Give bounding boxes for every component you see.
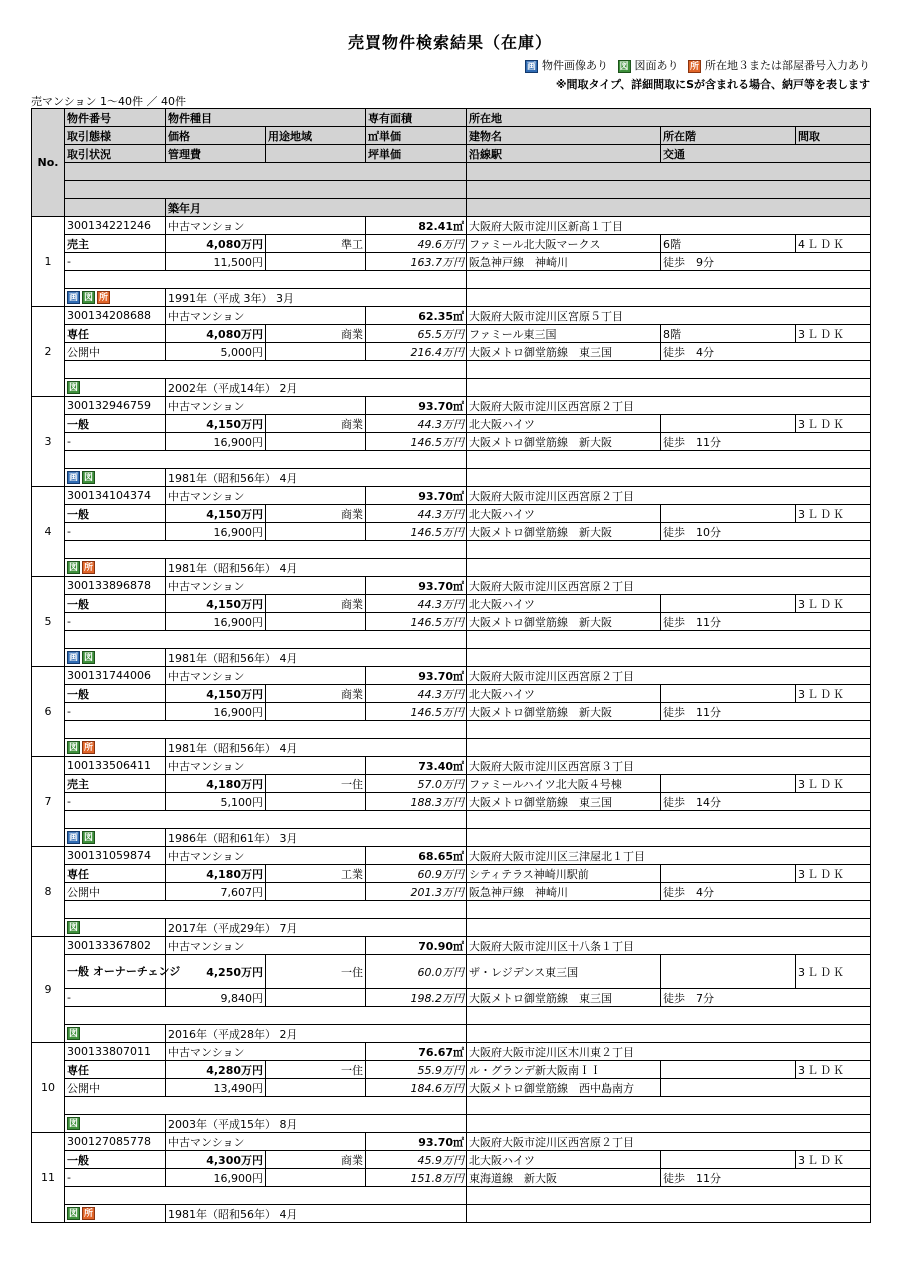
property-type: 中古マンション — [166, 937, 366, 955]
price: 4,150万円 — [166, 415, 266, 433]
deal-type: 専任 — [65, 1061, 166, 1079]
property-id: 100133506411 — [65, 757, 166, 775]
address: 大阪府大阪市淀川区西宮原２丁目 — [467, 397, 871, 415]
property-id: 300133896878 — [65, 577, 166, 595]
tsubo-price: 188.3万円 — [366, 793, 467, 811]
zone: 準工 — [266, 235, 366, 253]
access: 徒歩 11分 — [661, 1169, 871, 1187]
management-fee: 7,607円 — [166, 883, 266, 901]
status: - — [65, 1169, 166, 1187]
floor — [661, 685, 796, 703]
price: 4,300万円 — [166, 1151, 266, 1169]
sqm-price: 65.5万円 — [366, 325, 467, 343]
zone: 商業 — [266, 415, 366, 433]
header-floor: 所在階 — [661, 127, 796, 145]
legend-address-label: 所在地３または部屋番号入力あり — [705, 59, 870, 72]
layout: 3ＬＤＫ — [796, 1151, 871, 1169]
property-type: 中古マンション — [166, 757, 366, 775]
address: 大阪府大阪市淀川区木川東２丁目 — [467, 1043, 871, 1061]
badge-cell — [65, 649, 166, 667]
access: 徒歩 11分 — [661, 433, 871, 451]
deal-type: 一般 — [65, 685, 166, 703]
management-fee: 16,900円 — [166, 703, 266, 721]
plan-badge-icon: 図 — [83, 473, 93, 484]
station: 東海道線 新大阪 — [467, 1169, 661, 1187]
table-row — [32, 1043, 871, 1061]
layout: 3ＬＤＫ — [796, 685, 871, 703]
table-body — [32, 217, 871, 1223]
badge-cell — [65, 1115, 166, 1133]
legend-image-label: 物件画像あり — [542, 59, 608, 72]
zone: 商業 — [266, 595, 366, 613]
management-fee: 16,900円 — [166, 613, 266, 631]
built-date: 2002年（平成14年） 2月 — [166, 379, 467, 397]
property-type: 中古マンション — [166, 397, 366, 415]
row-number: 7 — [32, 757, 65, 847]
sqm-price: 49.6万円 — [366, 235, 467, 253]
station: 大阪メトロ御堂筋線 東三国 — [467, 343, 661, 361]
sqm-price: 44.3万円 — [366, 595, 467, 613]
layout: 3ＬＤＫ — [796, 505, 871, 523]
badge-cell — [65, 739, 166, 757]
sqm-price: 60.9万円 — [366, 865, 467, 883]
management-fee: 11,500円 — [166, 253, 266, 271]
access: 徒歩 10分 — [661, 523, 871, 541]
floor: 8階 — [661, 325, 796, 343]
plan-badge-icon: 図 — [83, 293, 93, 304]
deal-type: 一般 — [65, 1151, 166, 1169]
price: 4,150万円 — [166, 595, 266, 613]
header-station: 沿線駅 — [467, 145, 661, 163]
layout: 3ＬＤＫ — [796, 955, 871, 989]
management-fee: 16,900円 — [166, 1169, 266, 1187]
zone: 商業 — [266, 505, 366, 523]
building-name: ル・グランデ新大阪南ＩＩ — [467, 1061, 661, 1079]
floor — [661, 865, 796, 883]
area: 76.67㎡ — [366, 1043, 467, 1061]
deal-type: 一般 — [65, 505, 166, 523]
area: 93.70㎡ — [366, 397, 467, 415]
price: 4,150万円 — [166, 505, 266, 523]
header-address: 所在地 — [467, 109, 871, 127]
floor — [661, 775, 796, 793]
address-badge-icon: 所 — [83, 563, 93, 574]
area: 70.90㎡ — [366, 937, 467, 955]
status: 公開中 — [65, 343, 166, 361]
management-fee: 5,100円 — [166, 793, 266, 811]
building-name: 北大阪ハイツ — [467, 595, 661, 613]
row-number: 9 — [32, 937, 65, 1043]
built-date: 2017年（平成29年） 7月 — [166, 919, 467, 937]
address-badge-icon: 所 — [98, 293, 108, 304]
tsubo-price: 198.2万円 — [366, 989, 467, 1007]
access: 徒歩 11分 — [661, 703, 871, 721]
zone: 一住 — [266, 955, 366, 989]
zone: 一住 — [266, 1061, 366, 1079]
zone: 一住 — [266, 775, 366, 793]
header-fee: 管理費 — [166, 145, 266, 163]
page-title: 売買物件検索結果（在庫） — [347, 33, 552, 52]
badge-cell — [65, 829, 166, 847]
address-badge-icon: 所 — [689, 61, 699, 72]
property-id: 300133807011 — [65, 1043, 166, 1061]
price: 4,080万円 — [166, 325, 266, 343]
property-type: 中古マンション — [166, 577, 366, 595]
building-name: ファミール東三国 — [467, 325, 661, 343]
price: 4,080万円 — [166, 235, 266, 253]
built-date: 1981年（昭和56年） 4月 — [166, 1205, 467, 1223]
plan-badge-icon: 図 — [68, 1119, 78, 1130]
property-type: 中古マンション — [166, 307, 366, 325]
zone: 商業 — [266, 685, 366, 703]
sqm-price: 57.0万円 — [366, 775, 467, 793]
table-header — [32, 109, 871, 217]
tsubo-price: 216.4万円 — [366, 343, 467, 361]
floor — [661, 505, 796, 523]
station: 阪急神戸線 神崎川 — [467, 883, 661, 901]
station: 大阪メトロ御堂筋線 東三国 — [467, 989, 661, 1007]
property-id: 300134208688 — [65, 307, 166, 325]
price: 4,150万円 — [166, 685, 266, 703]
image-badge-icon: 画 — [68, 473, 78, 484]
row-number: 11 — [32, 1133, 65, 1223]
property-id: 300132946759 — [65, 397, 166, 415]
plan-badge-icon: 図 — [68, 1209, 78, 1220]
plan-badge-icon: 図 — [83, 653, 93, 664]
tsubo-price: 146.5万円 — [366, 523, 467, 541]
building-name: ザ・レジデンス東三国 — [467, 955, 661, 989]
zone: 工業 — [266, 865, 366, 883]
built-date: 2003年（平成15年） 8月 — [166, 1115, 467, 1133]
badge-cell — [65, 559, 166, 577]
property-type: 中古マンション — [166, 487, 366, 505]
header-access: 交通 — [661, 145, 871, 163]
property-type: 中古マンション — [166, 1043, 366, 1061]
badge-cell — [65, 919, 166, 937]
deal-type: 専任 — [65, 325, 166, 343]
area: 93.70㎡ — [366, 667, 467, 685]
table-row — [32, 847, 871, 865]
address: 大阪府大阪市淀川区三津屋北１丁目 — [467, 847, 871, 865]
table-row — [32, 757, 871, 775]
tsubo-price: 146.5万円 — [366, 433, 467, 451]
row-number: 4 — [32, 487, 65, 577]
layout: 4ＬＤＫ — [796, 235, 871, 253]
sqm-price: 55.9万円 — [366, 1061, 467, 1079]
area: 93.70㎡ — [366, 1133, 467, 1151]
layout-note: ※間取タイプ、詳細間取にSが含まれる場合、納戸等を表します — [555, 78, 870, 91]
zone: 商業 — [266, 1151, 366, 1169]
station: 大阪メトロ御堂筋線 新大阪 — [467, 523, 661, 541]
table-row — [32, 487, 871, 505]
status: - — [65, 793, 166, 811]
area: 93.70㎡ — [366, 487, 467, 505]
property-id: 300134221246 — [65, 217, 166, 235]
row-number: 10 — [32, 1043, 65, 1133]
header-property-id: 物件番号 — [65, 109, 166, 127]
building-name: 北大阪ハイツ — [467, 1151, 661, 1169]
header-sqm-price: ㎡単価 — [366, 127, 467, 145]
header-price: 価格 — [166, 127, 266, 145]
sqm-price: 44.3万円 — [366, 415, 467, 433]
image-badge-icon: 画 — [68, 653, 78, 664]
badge-cell — [65, 379, 166, 397]
property-id: 300127085778 — [65, 1133, 166, 1151]
deal-type: 売主 — [65, 235, 166, 253]
area: 82.41㎡ — [366, 217, 467, 235]
built-date: 1981年（昭和56年） 4月 — [166, 469, 467, 487]
address-badge-icon: 所 — [83, 1209, 93, 1220]
built-date: 1981年（昭和56年） 4月 — [166, 739, 467, 757]
status: 公開中 — [65, 1079, 166, 1097]
station: 大阪メトロ御堂筋線 東三国 — [467, 793, 661, 811]
badge-cell — [65, 1205, 166, 1223]
address: 大阪府大阪市淀川区十八条１丁目 — [467, 937, 871, 955]
price: 4,180万円 — [166, 775, 266, 793]
sqm-price: 45.9万円 — [366, 1151, 467, 1169]
tsubo-price: 151.8万円 — [366, 1169, 467, 1187]
station: 大阪メトロ御堂筋線 新大阪 — [467, 433, 661, 451]
legend-plan-label: 図面あり — [634, 59, 679, 72]
header-built: 築年月 — [166, 199, 467, 217]
tsubo-price: 146.5万円 — [366, 613, 467, 631]
header-building: 建物名 — [467, 127, 661, 145]
station: 阪急神戸線 神崎川 — [467, 253, 661, 271]
tsubo-price: 184.6万円 — [366, 1079, 467, 1097]
access: 徒歩 4分 — [661, 883, 871, 901]
property-type: 中古マンション — [166, 1133, 366, 1151]
row-number: 5 — [32, 577, 65, 667]
floor — [661, 1061, 796, 1079]
management-fee: 16,900円 — [166, 523, 266, 541]
management-fee: 16,900円 — [166, 433, 266, 451]
property-type: 中古マンション — [166, 847, 366, 865]
plan-badge-icon: 図 — [68, 743, 78, 754]
property-id: 300133367802 — [65, 937, 166, 955]
header-tsubo-price: 坪単価 — [366, 145, 467, 163]
address: 大阪府大阪市淀川区西宮原２丁目 — [467, 1133, 871, 1151]
image-badge-icon: 画 — [526, 61, 536, 72]
table-row — [32, 397, 871, 415]
floor: 6階 — [661, 235, 796, 253]
built-date: 1981年（昭和56年） 4月 — [166, 649, 467, 667]
deal-type: 一般 — [65, 415, 166, 433]
built-date: 2016年（平成28年） 2月 — [166, 1025, 467, 1043]
sqm-price: 44.3万円 — [366, 685, 467, 703]
floor — [661, 415, 796, 433]
tsubo-price: 163.7万円 — [366, 253, 467, 271]
floor — [661, 955, 796, 989]
tsubo-price: 201.3万円 — [366, 883, 467, 901]
badge-cell — [65, 469, 166, 487]
header-deal-type: 取引態様 — [65, 127, 166, 145]
row-number: 2 — [32, 307, 65, 397]
header-property-type: 物件種目 — [166, 109, 366, 127]
area: 62.35㎡ — [366, 307, 467, 325]
row-number: 8 — [32, 847, 65, 937]
property-id: 300131744006 — [65, 667, 166, 685]
status: - — [65, 253, 166, 271]
layout: 3ＬＤＫ — [796, 1061, 871, 1079]
station: 大阪メトロ御堂筋線 新大阪 — [467, 703, 661, 721]
floor — [661, 595, 796, 613]
status: - — [65, 523, 166, 541]
deal-type: 一般 オーナーチェンジ — [65, 955, 166, 989]
image-badge-icon: 画 — [68, 293, 78, 304]
table-row — [32, 307, 871, 325]
property-id: 300134104374 — [65, 487, 166, 505]
row-number: 6 — [32, 667, 65, 757]
management-fee: 9,840円 — [166, 989, 266, 1007]
tsubo-price: 146.5万円 — [366, 703, 467, 721]
deal-type: 専任 — [65, 865, 166, 883]
zone: 商業 — [266, 325, 366, 343]
status: - — [65, 433, 166, 451]
property-type: 中古マンション — [166, 217, 366, 235]
table-row — [32, 937, 871, 955]
property-id: 300131059874 — [65, 847, 166, 865]
built-date: 1991年（平成 3年） 3月 — [166, 289, 467, 307]
plan-badge-icon: 図 — [68, 383, 78, 394]
plan-badge-icon: 図 — [619, 61, 629, 72]
price: 4,280万円 — [166, 1061, 266, 1079]
header-layout: 間取 — [796, 127, 871, 145]
building-name: 北大阪ハイツ — [467, 505, 661, 523]
layout: 3ＬＤＫ — [796, 415, 871, 433]
table-row — [32, 667, 871, 685]
address: 大阪府大阪市淀川区宮原５丁目 — [467, 307, 871, 325]
plan-badge-icon: 図 — [83, 833, 93, 844]
results-table — [31, 108, 871, 1223]
row-number: 3 — [32, 397, 65, 487]
plan-badge-icon: 図 — [68, 923, 78, 934]
header-status: 取引状況 — [65, 145, 166, 163]
image-badge-icon: 画 — [68, 833, 78, 844]
management-fee: 5,000円 — [166, 343, 266, 361]
floor — [661, 1151, 796, 1169]
result-summary: 売マンション 1〜40件 ／ 40件 — [31, 95, 186, 108]
address: 大阪府大阪市淀川区新高１丁目 — [467, 217, 871, 235]
access: 徒歩 11分 — [661, 613, 871, 631]
badge-cell — [65, 289, 166, 307]
plan-badge-icon: 図 — [68, 563, 78, 574]
header-zone: 用途地域 — [266, 127, 366, 145]
area: 68.65㎡ — [366, 847, 467, 865]
station: 大阪メトロ御堂筋線 西中島南方 — [467, 1079, 661, 1097]
deal-type: 売主 — [65, 775, 166, 793]
table-row — [32, 577, 871, 595]
property-type: 中古マンション — [166, 667, 366, 685]
row-number: 1 — [32, 217, 65, 307]
price: 4,250万円 — [166, 955, 266, 989]
address: 大阪府大阪市淀川区西宮原２丁目 — [467, 667, 871, 685]
station: 大阪メトロ御堂筋線 新大阪 — [467, 613, 661, 631]
address: 大阪府大阪市淀川区西宮原２丁目 — [467, 577, 871, 595]
address: 大阪府大阪市淀川区西宮原２丁目 — [467, 487, 871, 505]
header-no: No. — [32, 109, 65, 217]
status: 公開中 — [65, 883, 166, 901]
area: 93.70㎡ — [366, 577, 467, 595]
table-row — [32, 217, 871, 235]
header-area: 専有面積 — [366, 109, 467, 127]
access: 徒歩 9分 — [661, 253, 871, 271]
access: 徒歩 14分 — [661, 793, 871, 811]
address-badge-icon: 所 — [83, 743, 93, 754]
status: - — [65, 989, 166, 1007]
status: - — [65, 613, 166, 631]
building-name: ファミール北大阪マークス — [467, 235, 661, 253]
building-name: 北大阪ハイツ — [467, 685, 661, 703]
built-date: 1981年（昭和56年） 4月 — [166, 559, 467, 577]
legend — [525, 57, 870, 73]
address: 大阪府大阪市淀川区西宮原３丁目 — [467, 757, 871, 775]
access: 徒歩 7分 — [661, 989, 871, 1007]
area: 73.40㎡ — [366, 757, 467, 775]
sqm-price: 60.0万円 — [366, 955, 467, 989]
building-name: 北大阪ハイツ — [467, 415, 661, 433]
deal-type: 一般 — [65, 595, 166, 613]
building-name: シティテラス神崎川駅前 — [467, 865, 661, 883]
table-row — [32, 1133, 871, 1151]
management-fee: 13,490円 — [166, 1079, 266, 1097]
layout: 3ＬＤＫ — [796, 595, 871, 613]
price: 4,180万円 — [166, 865, 266, 883]
building-name: ファミールハイツ北大阪４号棟 — [467, 775, 661, 793]
layout: 3ＬＤＫ — [796, 775, 871, 793]
layout: 3ＬＤＫ — [796, 865, 871, 883]
sqm-price: 44.3万円 — [366, 505, 467, 523]
access — [661, 1079, 871, 1097]
built-date: 1986年（昭和61年） 3月 — [166, 829, 467, 847]
layout: 3ＬＤＫ — [796, 325, 871, 343]
access: 徒歩 4分 — [661, 343, 871, 361]
status: - — [65, 703, 166, 721]
badge-cell — [65, 1025, 166, 1043]
plan-badge-icon: 図 — [68, 1029, 78, 1040]
